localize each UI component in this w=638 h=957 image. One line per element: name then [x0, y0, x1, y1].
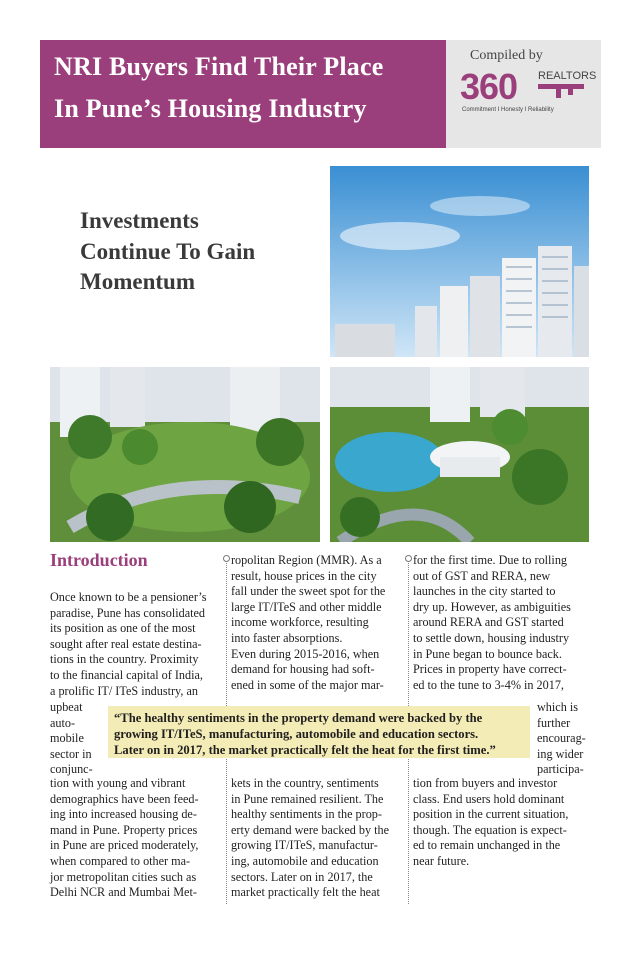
text-line: launches in the city started to: [413, 584, 556, 599]
text-line: sought after real estate destina-: [50, 636, 202, 651]
text-line: market practically felt the heat: [231, 885, 380, 900]
text-line: to settle down, housing industry: [413, 630, 570, 645]
text-line: ed to the tune to 3-4% in 2017,: [413, 677, 564, 692]
subheading-line: Momentum: [80, 269, 195, 295]
text-line: ropolitan Region (MMR). As a: [231, 553, 382, 567]
text-line: though. The equation is expect-: [413, 822, 567, 837]
subheading-line: Continue To Gain: [80, 238, 256, 264]
text-line: income workforce, resulting: [231, 615, 369, 630]
text-line: ing wider: [537, 746, 584, 761]
text-line: Prices in property have correct-: [413, 662, 567, 677]
subheading-line: Investments: [80, 208, 199, 233]
subheading: [80, 206, 320, 298]
text-line: growing IT/ITeS, manufactur-: [231, 838, 378, 853]
text-line: around RERA and GST started: [413, 615, 564, 630]
text-line: sectors. Later on in 2017, the: [231, 869, 373, 884]
text-line: when compared to other ma-: [50, 853, 191, 868]
text-line: mobile: [50, 731, 84, 746]
column-1-wrap: [50, 700, 110, 778]
text-line: ened in some of the major mar-: [231, 677, 384, 692]
text-line: healthy sentiments in the prop-: [231, 807, 382, 822]
text-line: a prolific IT/ ITeS industry, an: [50, 683, 198, 698]
text-line: ing, automobile and education: [231, 853, 379, 868]
text-line: which is: [537, 700, 578, 714]
text-line: in Pune began to bounce back.: [413, 646, 562, 661]
column-2-top: [231, 553, 401, 693]
text-line: position in the current situation,: [413, 807, 569, 822]
text-line: near future.: [413, 853, 470, 868]
column-2-bottom: [231, 776, 401, 901]
text-line: tions in the country. Proximity: [50, 652, 199, 667]
pull-quote-line: Later on in 2017, the market practically felt the heat for the first time.”: [114, 743, 496, 757]
key-tooth-icon: [568, 89, 573, 95]
column-1-bottom: [50, 776, 220, 901]
text-line: in Pune are priced moderately,: [50, 838, 199, 853]
text-line: in Pune remained resilient. The: [231, 791, 384, 806]
text-line: mand in Pune. Property prices: [50, 822, 198, 837]
text-line: Once known to be a pensioner’s: [50, 590, 207, 604]
text-line: ed to remain unchanged in the: [413, 838, 561, 853]
column-1-top: [50, 590, 220, 699]
text-line: auto-: [50, 715, 76, 730]
text-line: fall under the sweet spot for the: [231, 584, 386, 599]
column-3-bottom: [413, 776, 591, 870]
text-line: class. End users hold dominant: [413, 791, 565, 806]
text-line: ing into increased housing de-: [50, 807, 197, 822]
garden-pool-photo: [330, 367, 589, 542]
compiled-by-label: Compiled by: [470, 48, 543, 63]
logo-tagline: Commitment I Honesty I Reliability: [462, 107, 554, 113]
divider-dot: [405, 555, 412, 562]
key-tooth-icon: [556, 89, 561, 98]
title-band: [40, 40, 446, 148]
text-line: for the first time. Due to rolling: [413, 553, 568, 567]
text-line: participa-: [537, 762, 584, 777]
text-line: tion from buyers and investor: [413, 776, 558, 790]
column-3-top: [413, 553, 591, 693]
text-line: to the financial capital of India,: [50, 667, 203, 682]
column-3-wrap: [537, 700, 597, 778]
logo-word: REALTORS: [538, 70, 597, 82]
key-logo-icon: [538, 84, 584, 89]
towers-sky-photo: [330, 166, 589, 357]
text-line: large IT/ITeS and other middle: [231, 599, 382, 614]
garden-path-photo: [50, 367, 320, 542]
text-line: sector in: [50, 746, 92, 761]
text-line: result, house prices in the city: [231, 568, 377, 583]
pull-quote-line: growing IT/ITeS, manufacturing, automobile and education sectors.: [114, 727, 479, 741]
text-line: tion with young and vibrant: [50, 776, 186, 790]
divider-dot: [223, 555, 230, 562]
pull-quote: [108, 706, 530, 758]
text-line: upbeat: [50, 700, 83, 714]
text-line: Even during 2015-2016, when: [231, 646, 380, 661]
text-line: encourag-: [537, 731, 586, 746]
text-line: dry up. However, as ambiguities: [413, 599, 571, 614]
text-line: kets in the country, sentiments: [231, 776, 379, 790]
brand-box: [446, 40, 601, 148]
text-line: out of GST and RERA, new: [413, 568, 551, 583]
text-line: Delhi NCR and Mumbai Met-: [50, 885, 197, 900]
introduction-heading: Introduction: [50, 550, 148, 570]
page-title-line-2: In Pune’s Housing Industry: [54, 94, 367, 123]
text-line: into faster absorptions.: [231, 630, 343, 645]
text-line: its position as one of the most: [50, 621, 196, 636]
text-line: demand for housing had soft-: [231, 662, 375, 677]
text-line: paradise, Pune has consolidated: [50, 605, 206, 620]
text-line: further: [537, 715, 571, 730]
text-line: jor metropolitan cities such as: [50, 869, 197, 884]
page-title-line-1: NRI Buyers Find Their Place: [54, 52, 384, 81]
text-line: demographics have been feed-: [50, 791, 199, 806]
logo-number: 360: [460, 66, 518, 107]
pull-quote-line: “The healthy sentiments in the property demand were backed by the: [114, 711, 483, 725]
text-line: erty demand were backed by the: [231, 822, 390, 837]
text-line: conjunc-: [50, 762, 93, 777]
